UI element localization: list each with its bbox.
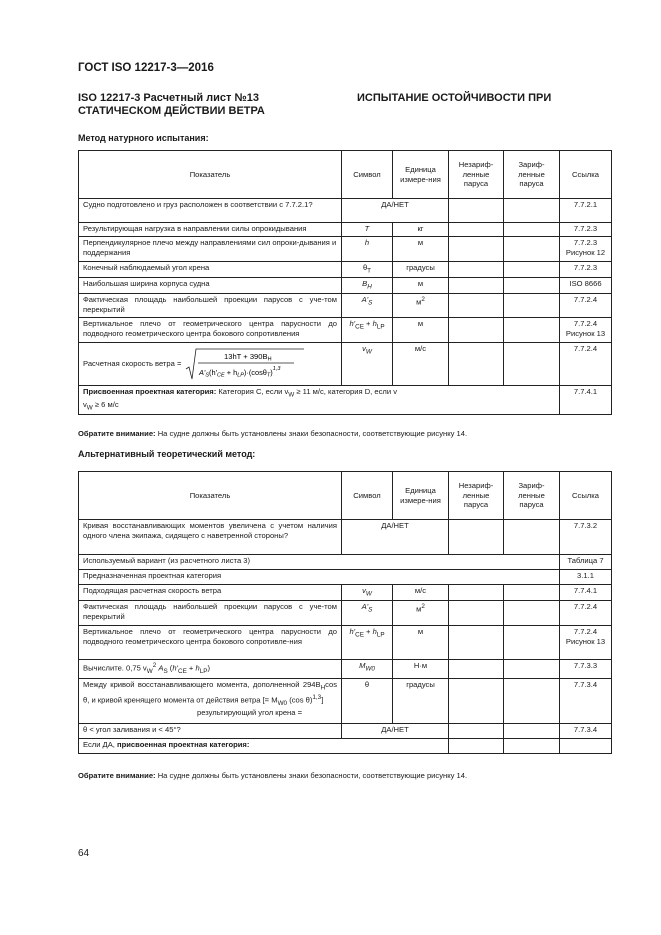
- row-unit: $м^2$: [393, 601, 449, 626]
- row-indicator: Кривая восстанавливающих моментов увеличена с учетом наличия одного члена экипажа, сидящего с наветренной стороны?: [79, 520, 342, 555]
- col-header-unit: Единица измере-ния: [393, 151, 449, 199]
- row-ref: Таблица 7: [560, 555, 612, 570]
- input-cell-unreefed[interactable]: [449, 678, 504, 723]
- row-ref: [560, 738, 612, 753]
- safety-note-2: Обратите внимание: На судне должны быть установлены знаки безопасности, соответствующие рисунку 14.: [78, 771, 468, 780]
- row-indicator: Конечный наблюдаемый угол крена: [79, 262, 342, 278]
- row-indicator: Используемый вариант (из расчетного листа 3): [79, 555, 560, 570]
- col-header-unit: Единица измере-ния: [393, 472, 449, 520]
- col-header-ref: Ссылка: [560, 151, 612, 199]
- row-ref: 7.7.2.4 Рисунок 13: [560, 318, 612, 343]
- input-cell-unreefed[interactable]: [449, 738, 504, 753]
- input-cell-reefed[interactable]: [504, 601, 560, 626]
- row-ref: 7.7.4.1: [560, 585, 612, 601]
- row-indicator-category: Если ДА, присвоенная проектная категория:: [79, 738, 449, 753]
- input-cell-unreefed[interactable]: [449, 585, 504, 601]
- row-symbol: θ: [342, 678, 393, 723]
- section-title-theoretical: Альтернативный теоретический метод:: [78, 449, 256, 459]
- row-indicator: Судно подготовлено и груз расположен в соответствии с 7.7.2.1?: [79, 199, 342, 223]
- row-symbol: $v_W$: [342, 343, 393, 386]
- row-symbol: $A'_S$: [342, 601, 393, 626]
- row-symbol: T: [342, 223, 393, 237]
- table-row: [79, 318, 612, 343]
- input-cell-unreefed[interactable]: [449, 660, 504, 679]
- table-row: [79, 738, 612, 753]
- col-header-unreefed: Незариф-ленные паруса: [449, 472, 504, 520]
- row-indicator: Расчетная скорость ветра = 13hT + 390BH $A'_S(h'_{CE} + h_{LP})\cdot(\cos\theta_T)^{1,3}$: [79, 343, 342, 386]
- input-cell-unreefed[interactable]: [449, 262, 504, 278]
- row-indicator: Фактическая площадь наибольшей проекции парусов с уче-том перекрытий: [79, 294, 342, 318]
- row-ref: 7.7.2.3: [560, 223, 612, 237]
- col-header-symbol: Символ: [342, 472, 393, 520]
- row-indicator-category: Присвоенная проектная категория: Категория C, если $v_W \ge 11$ м/с, категория D, если v $v_W \ge 6$ м/с: [79, 386, 560, 415]
- row-indicator: Между кривой восстанавливающего момента, дополненной $294B_H\cos$ θ, и кривой кренящего момента от действия ветра [= $M_{W0}$ (cos θ)$^{1,3}$] результирующий угол крена =: [79, 678, 342, 723]
- input-cell-reefed[interactable]: [504, 585, 560, 601]
- row-unit: ДА/НЕТ: [342, 199, 449, 223]
- table-row: [79, 278, 612, 294]
- input-cell-reefed[interactable]: [504, 223, 560, 237]
- input-cell-reefed[interactable]: [504, 520, 560, 555]
- form-title-right: ИСПЫТАНИЕ ОСТОЙЧИВОСТИ ПРИ: [357, 92, 552, 104]
- row-symbol: $h'_{CE} + h_{LP}$: [342, 318, 393, 343]
- row-symbol: $B_H$: [342, 278, 393, 294]
- col-header-ref: Ссылка: [560, 472, 612, 520]
- row-unit: кг: [393, 223, 449, 237]
- section-title-field-test: Метод натурного испытания:: [78, 133, 209, 143]
- row-indicator: Перпендикулярное плечо между направлениями сил опроки-дывания и поддержания: [79, 237, 342, 262]
- row-indicator: Наибольшая ширина корпуса судна: [79, 278, 342, 294]
- input-cell-reefed[interactable]: [504, 660, 560, 679]
- row-indicator: Результирующая нагрузка в направлении силы опрокидывания: [79, 223, 342, 237]
- table-row: [79, 223, 612, 237]
- row-indicator: θ < угол заливания и < 45°?: [79, 723, 342, 738]
- svg-text:13hT + 390BH: 13hT + 390BH: [223, 352, 272, 363]
- table-row: [79, 386, 612, 415]
- row-symbol: $h'_{CE} + h_{LP}$: [342, 626, 393, 660]
- input-cell-reefed[interactable]: [504, 723, 560, 738]
- row-symbol: h: [342, 237, 393, 262]
- input-cell-unreefed[interactable]: [449, 601, 504, 626]
- row-indicator: Вертикальное плечо от геометрического центра парусности до подводного геометрического центра бокового сопротивле-ния: [79, 626, 342, 660]
- col-header-unreefed: Незариф-ленные паруса: [449, 151, 504, 199]
- input-cell-unreefed[interactable]: [449, 318, 504, 343]
- input-cell-unreefed[interactable]: [449, 294, 504, 318]
- row-indicator: Подходящая расчетная скорость ветра: [79, 585, 342, 601]
- input-cell-reefed[interactable]: [504, 237, 560, 262]
- table-header-row: [79, 472, 612, 520]
- row-unit: ДА/НЕТ: [342, 520, 449, 555]
- table-row: [79, 520, 612, 555]
- input-cell-reefed[interactable]: [504, 199, 560, 223]
- input-cell-reefed[interactable]: [504, 278, 560, 294]
- col-header-reefed: Зариф-ленные паруса: [504, 151, 560, 199]
- input-cell-unreefed[interactable]: [449, 520, 504, 555]
- row-unit: градусы: [393, 678, 449, 723]
- input-cell-reefed[interactable]: [504, 678, 560, 723]
- table-header-row: [79, 151, 612, 199]
- row-ref: 7.7.2.3 Рисунок 12: [560, 237, 612, 262]
- row-symbol: $\theta_T$: [342, 262, 393, 278]
- row-indicator: Фактическая площадь наибольшей проекции парусов с уче-том перекрытий: [79, 601, 342, 626]
- row-ref: 7.7.2.3: [560, 262, 612, 278]
- row-unit: м: [393, 237, 449, 262]
- col-header-reefed: Зариф-ленные паруса: [504, 472, 560, 520]
- row-indicator: Вертикальное плечо от геометрического центра парусности до подводного геометрического центра бокового сопротивления: [79, 318, 342, 343]
- col-header-symbol: Символ: [342, 151, 393, 199]
- table-row: [79, 585, 612, 601]
- table-row: [79, 570, 612, 585]
- row-ref: 7.7.4.1: [560, 386, 612, 415]
- row-ref: 7.7.3.3: [560, 660, 612, 679]
- svg-text:A'S(h'CE + hLP)·(cosθT)1,3: $A'_S(h'_{CE} + h_{LP})\cdot(\cos\theta_T)^{1,3}$: [198, 366, 280, 379]
- row-unit: м: [393, 278, 449, 294]
- row-ref: 7.7.3.2: [560, 520, 612, 555]
- row-unit: градусы: [393, 262, 449, 278]
- row-ref: ISO 8666: [560, 278, 612, 294]
- row-unit: м/с: [393, 585, 449, 601]
- sqrt-formula-graphic: [184, 347, 306, 381]
- input-cell-reefed[interactable]: [504, 262, 560, 278]
- input-cell-reefed[interactable]: [504, 738, 560, 753]
- row-indicator: Предназначенная проектная категория: [79, 570, 560, 585]
- wind-speed-formula: [184, 347, 306, 381]
- input-cell-unreefed[interactable]: [449, 237, 504, 262]
- table-row: [79, 262, 612, 278]
- row-ref: 7.7.2.4: [560, 601, 612, 626]
- row-symbol: $A'_S$: [342, 294, 393, 318]
- document-code: ГОСТ ISO 12217-3—2016: [78, 62, 214, 74]
- theoretical-method-table: [78, 471, 612, 754]
- input-cell-unreefed[interactable]: [449, 626, 504, 660]
- row-unit: Н·м: [393, 660, 449, 679]
- table-row: [79, 343, 612, 386]
- row-ref: 7.7.2.4: [560, 343, 612, 386]
- input-cell-unreefed[interactable]: [449, 723, 504, 738]
- input-cell-reefed[interactable]: [504, 294, 560, 318]
- table-row: [79, 723, 612, 738]
- input-cell-reefed[interactable]: [504, 626, 560, 660]
- field-test-table: [78, 150, 612, 415]
- table-row: [79, 199, 612, 223]
- table-row: [79, 294, 612, 318]
- table-row: [79, 237, 612, 262]
- row-unit: м: [393, 318, 449, 343]
- row-unit: м: [393, 626, 449, 660]
- input-cell-unreefed[interactable]: [449, 278, 504, 294]
- input-cell-unreefed[interactable]: [449, 223, 504, 237]
- row-unit: $м^2$: [393, 294, 449, 318]
- table-row: [79, 601, 612, 626]
- table-row: [79, 660, 612, 679]
- row-ref: 7.7.3.4: [560, 723, 612, 738]
- input-cell-unreefed[interactable]: [449, 199, 504, 223]
- row-indicator: Вычислите. 0,75 $v_W^2$ $A_S$ $(h'_{CE} + h_{LP})$: [79, 660, 342, 679]
- input-cell-reefed[interactable]: [504, 318, 560, 343]
- col-header-indicator: Показатель: [79, 151, 342, 199]
- row-ref: 7.7.2.4: [560, 294, 612, 318]
- input-cell-unreefed[interactable]: [449, 343, 504, 386]
- row-symbol: $v_W$: [342, 585, 393, 601]
- table-row: [79, 678, 612, 723]
- input-cell-reefed[interactable]: [504, 343, 560, 386]
- row-unit: м/с: [393, 343, 449, 386]
- table-row: [79, 626, 612, 660]
- form-title-left: ISO 12217-3 Расчетный лист №13 СТАТИЧЕСКОМ ДЕЙСТВИИ ВЕТРА: [78, 92, 265, 117]
- page-number: 64: [78, 848, 90, 859]
- row-ref: 7.7.3.4: [560, 678, 612, 723]
- table-row: [79, 555, 612, 570]
- row-unit: ДА/НЕТ: [342, 723, 449, 738]
- col-header-indicator: Показатель: [79, 472, 342, 520]
- row-ref: 3.1.1: [560, 570, 612, 585]
- row-symbol: $M_{W0}$: [342, 660, 393, 679]
- row-ref: 7.7.2.1: [560, 199, 612, 223]
- row-ref: 7.7.2.4 Рисунок 13: [560, 626, 612, 660]
- safety-note-1: Обратите внимание: На судне должны быть установлены знаки безопасности, соответствующие рисунку 14.: [78, 429, 468, 438]
